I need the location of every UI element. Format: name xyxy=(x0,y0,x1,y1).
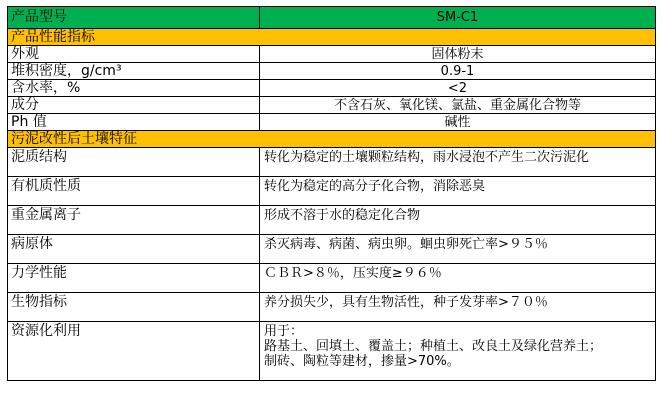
row-label: 力学性能 xyxy=(8,264,260,293)
row-label: Ph 值 xyxy=(8,114,260,131)
row-label: 泥质结构 xyxy=(8,148,260,177)
model-label: 产品型号 xyxy=(8,7,260,29)
table-row xyxy=(8,264,656,293)
row-value: 固体粉末 xyxy=(260,46,656,63)
row-value: 杀灭病毒、病菌、病虫卵。蛔虫卵死亡率>９５％ xyxy=(260,235,656,264)
row-label: 堆积密度，g/cm³ xyxy=(8,63,260,80)
row-value: 养分损失少，具有生物活性，种子发芽率>７０％ xyxy=(260,293,656,322)
table-row xyxy=(8,80,656,97)
table-row xyxy=(8,206,656,235)
table-row xyxy=(8,63,656,80)
section-title-soil: 污泥改性后土壤特征 xyxy=(8,131,656,148)
row-label: 有机质性质 xyxy=(8,177,260,206)
row-label: 含水率，% xyxy=(8,80,260,97)
row-value: 碱性 xyxy=(260,114,656,131)
row-label: 重金属离子 xyxy=(8,206,260,235)
section-row-soil xyxy=(8,131,656,148)
row-value: <2 xyxy=(260,80,656,97)
table-row-resource xyxy=(8,322,656,381)
row-value: 转化为稳定的土壤颗粒结构，雨水浸泡不产生二次污泥化 xyxy=(260,148,656,177)
row-label: 外观 xyxy=(8,46,260,63)
resource-line: 路基土、回填土、覆盖土；种植土、改良土及绿化营养土； xyxy=(264,339,603,354)
row-label: 成分 xyxy=(8,97,260,114)
table-row xyxy=(8,177,656,206)
row-value: ＣＢＲ>８％，压实度≥９６％ xyxy=(260,264,656,293)
row-value: 不含石灰、氧化镁、氯盐、重金属化合物等 xyxy=(260,97,656,114)
product-spec-table xyxy=(7,6,656,381)
row-label: 病原体 xyxy=(8,235,260,264)
row-label: 资源化利用 xyxy=(8,322,260,381)
table-row xyxy=(8,114,656,131)
table-row xyxy=(8,293,656,322)
row-label: 生物指标 xyxy=(8,293,260,322)
table-row xyxy=(8,235,656,264)
row-value-multiline xyxy=(260,322,656,381)
section-row-performance xyxy=(8,29,656,46)
row-value: 形成不溶于水的稳定化合物 xyxy=(260,206,656,235)
row-value: 转化为稳定的高分子化合物，消除恶臭 xyxy=(260,177,656,206)
table-row xyxy=(8,148,656,177)
resource-line: 制砖、陶粒等建材，掺量>70%。 xyxy=(264,354,460,369)
section-title-performance: 产品性能指标 xyxy=(8,29,656,46)
table-row xyxy=(8,97,656,114)
model-value: SM-C1 xyxy=(260,7,656,29)
header-row xyxy=(8,7,656,29)
resource-line: 用于： xyxy=(264,324,304,339)
row-value: 0.9-1 xyxy=(260,63,656,80)
table-row xyxy=(8,46,656,63)
